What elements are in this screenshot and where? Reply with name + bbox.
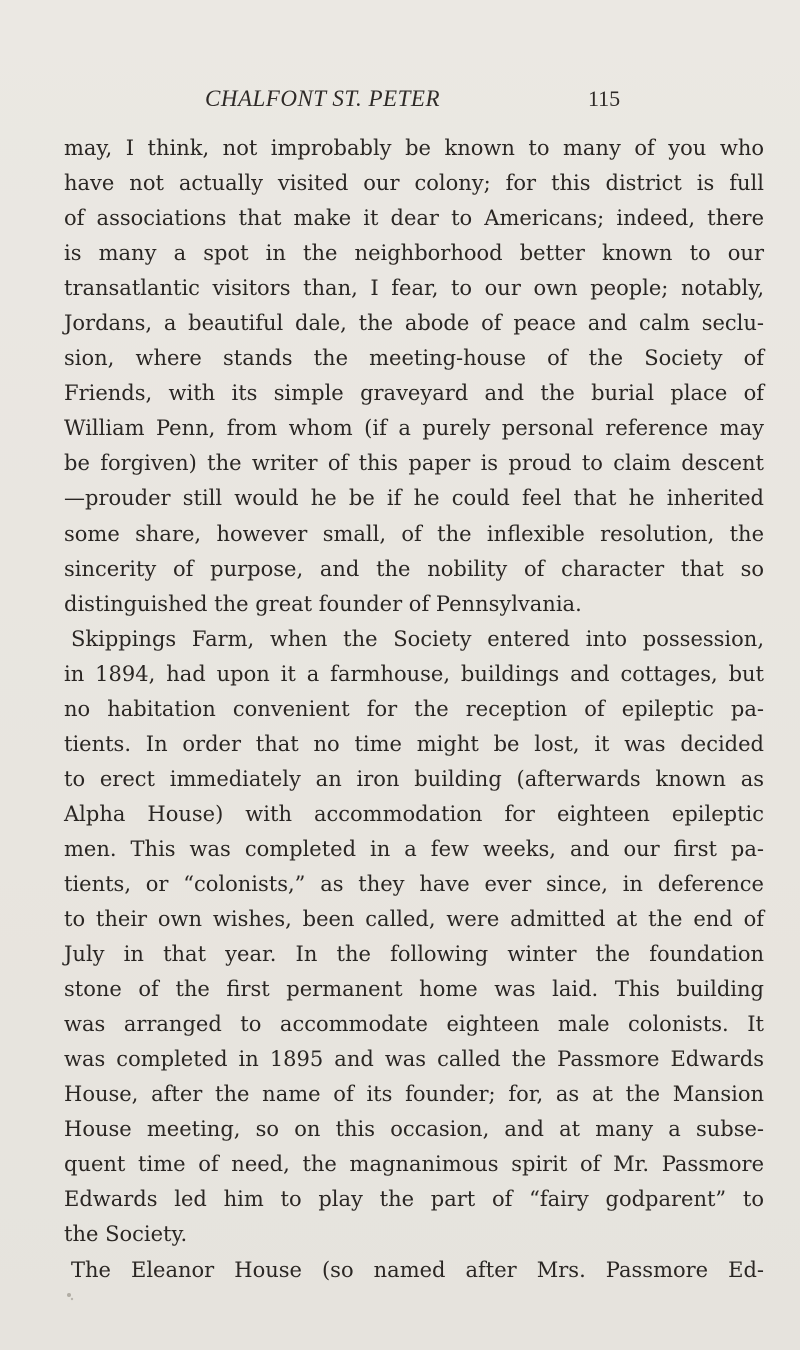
text-line: The Eleanor House (so named after Mrs. Passmore Ed- bbox=[71, 1257, 764, 1282]
text-line: Friends, with its simple graveyard and the burial place of bbox=[64, 381, 764, 406]
text-line: Alpha House) with accommodation for eighteen epileptic bbox=[64, 801, 764, 826]
text-line: House, after the name of its founder; for, as at the Mansion bbox=[64, 1082, 764, 1107]
text-line: July in that year. In the following winter the foundation bbox=[64, 942, 764, 967]
paper-speck bbox=[71, 1298, 73, 1300]
text-line: of associations that make it dear to Americans; indeed, there bbox=[64, 206, 764, 231]
text-line: no habitation convenient for the reception of epileptic pa- bbox=[64, 696, 764, 721]
text-line: in 1894, had upon it a farmhouse, buildings and cottages, but bbox=[64, 661, 764, 686]
text-line: William Penn, from whom (if a purely personal reference may bbox=[64, 416, 764, 441]
text-line: the Society. bbox=[64, 1222, 188, 1247]
text-line: tients. In order that no time might be lost, it was decided bbox=[64, 731, 764, 756]
text-line: House meeting, so on this occasion, and at many a subse- bbox=[64, 1117, 764, 1142]
text-line: distinguished the great founder of Pennsylvania. bbox=[64, 591, 582, 616]
text-line: may, I think, not improbably be known to many of you who bbox=[64, 136, 764, 160]
body-text bbox=[64, 131, 764, 1288]
text-line: sincerity of purpose, and the nobility of character that so bbox=[64, 556, 764, 581]
text-line: transatlantic visitors than, I fear, to our own people; notably, bbox=[64, 276, 764, 301]
text-line: have not actually visited our colony; for this district is full bbox=[64, 171, 764, 196]
text-line: quent time of need, the magnanimous spirit of Mr. Passmore bbox=[64, 1152, 764, 1177]
text-line: be forgiven) the writer of this paper is proud to claim descent bbox=[64, 451, 764, 476]
text-line: Jordans, a beautiful dale, the abode of peace and calm seclu- bbox=[64, 311, 764, 336]
paper-speck bbox=[67, 1293, 71, 1297]
page-number: 115 bbox=[588, 86, 621, 111]
running-head bbox=[0, 86, 800, 116]
text-line: is many a spot in the neighborhood better known to our bbox=[64, 241, 764, 266]
text-line: Skippings Farm, when the Society entered into possession, bbox=[71, 626, 764, 651]
text-line: tients, or “colonists,” as they have ever since, in deference bbox=[64, 871, 764, 896]
text-line: was completed in 1895 and was called the Passmore Edwards bbox=[64, 1047, 764, 1072]
text-line: sion, where stands the meeting-house of the Society of bbox=[64, 346, 764, 371]
text-line: Edwards led him to play the part of “fairy godparent” to bbox=[64, 1187, 764, 1212]
text-line: —prouder still would he be if he could feel that he inherited bbox=[64, 486, 764, 511]
running-title: CHALFONT ST. PETER bbox=[205, 86, 440, 111]
text-line: stone of the first permanent home was laid. This building bbox=[64, 977, 764, 1002]
text-line: to erect immediately an iron building (afterwards known as bbox=[64, 766, 764, 791]
text-line: was arranged to accommodate eighteen male colonists. It bbox=[64, 1012, 764, 1037]
text-line: some share, however small, of the inflexible resolution, the bbox=[64, 521, 764, 546]
text-line: to their own wishes, been called, were admitted at the end of bbox=[64, 907, 764, 932]
text-line: men. This was completed in a few weeks, and our first pa- bbox=[64, 836, 764, 861]
